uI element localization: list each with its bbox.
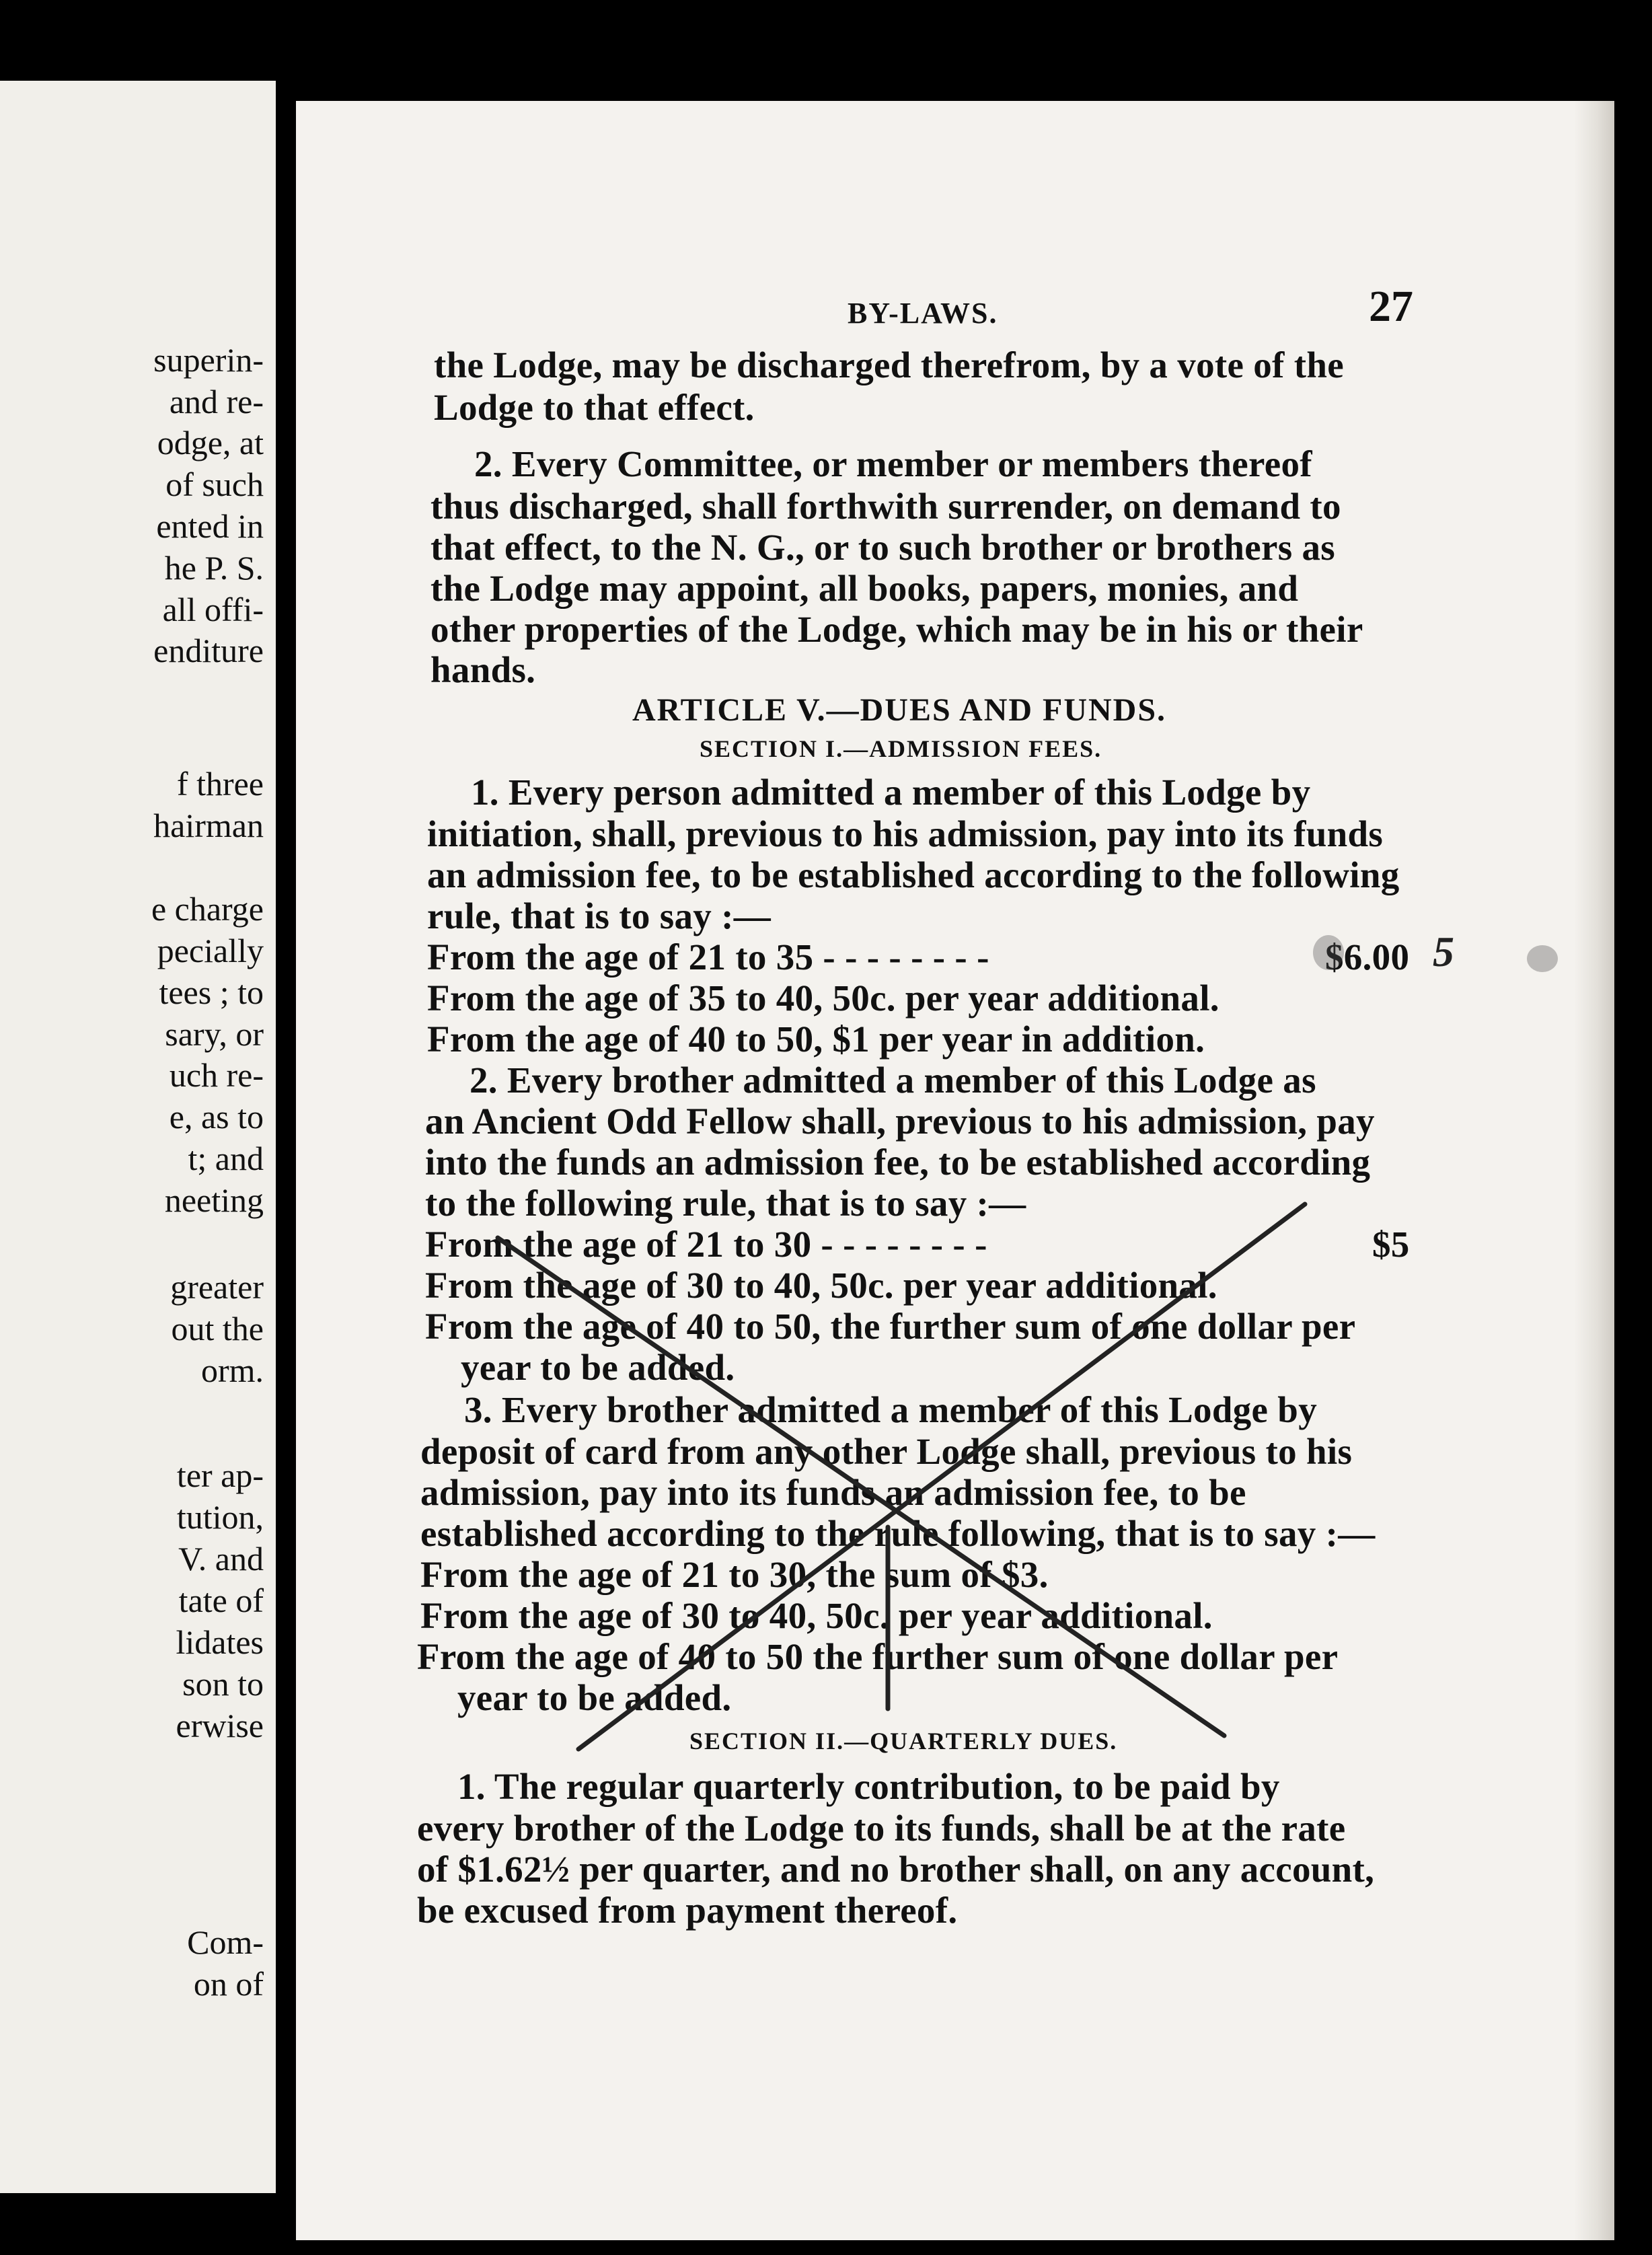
- left-fragment-line: all offi-: [162, 591, 264, 628]
- right-page: [296, 101, 1614, 2240]
- section-heading: SECTION II.—QUARTERLY DUES.: [689, 1728, 1118, 1754]
- left-fragment-line: erwise: [176, 1707, 264, 1744]
- left-fragment-line: he P. S.: [164, 549, 264, 587]
- running-head-title: BY-LAWS.: [848, 297, 998, 330]
- left-fragment-line: out the: [171, 1310, 264, 1347]
- body-line: established according to the rule following, that is to say :—: [420, 1513, 1376, 1554]
- body-line: be excused from payment thereof.: [417, 1890, 958, 1931]
- left-fragment-line: of such: [165, 466, 264, 503]
- left-fragment-line: lidates: [176, 1623, 264, 1661]
- body-line: 2. Every Committee, or member or members thereof: [474, 443, 1312, 484]
- body-line: From the age of 30 to 40, 50c. per year additional.: [420, 1595, 1213, 1636]
- body-line: initiation, shall, previous to his admission, pay into its funds: [427, 813, 1384, 854]
- body-line: an Ancient Odd Fellow shall, previous to his admission, pay: [425, 1101, 1375, 1142]
- body-line: admission, pay into its funds an admission fee, to be: [420, 1472, 1246, 1513]
- body-line: thus discharged, shall forthwith surrender, on demand to: [430, 486, 1341, 527]
- handwritten-margin-note: 5: [1433, 928, 1454, 975]
- body-line: From the age of 30 to 40, 50c. per year additional.: [425, 1265, 1217, 1306]
- left-fragment-line: enditure: [153, 632, 264, 669]
- left-fragment-line: V. and: [178, 1540, 264, 1578]
- left-fragment-line: f three: [176, 765, 264, 803]
- page-number: 27: [1369, 282, 1413, 331]
- fee-amount: $5: [1372, 1224, 1410, 1265]
- left-fragment-line: uch re-: [169, 1056, 264, 1094]
- body-line: From the age of 40 to 50 the further sum of one dollar per: [417, 1636, 1339, 1677]
- body-line: to the following rule, that is to say :—: [425, 1183, 1026, 1224]
- body-line: From the age of 21 to 35 - - - - - - - -: [427, 936, 989, 977]
- body-line: From the age of 40 to 50, $1 per year in addition.: [427, 1019, 1205, 1060]
- left-fragment-line: ter ap-: [176, 1456, 264, 1494]
- ink-smudge: [1527, 945, 1558, 972]
- section-heading: SECTION I.—ADMISSION FEES.: [700, 735, 1102, 762]
- left-fragment-line: tees ; to: [159, 973, 264, 1011]
- body-line: the Lodge may appoint, all books, papers, monies, and: [430, 568, 1299, 609]
- left-fragment-line: neeting: [164, 1181, 264, 1219]
- body-line: deposit of card from any other Lodge shall, previous to his: [420, 1431, 1353, 1472]
- body-line: into the funds an admission fee, to be established according: [425, 1142, 1371, 1183]
- body-line: an admission fee, to be established according to the following: [427, 854, 1400, 895]
- body-line: 3. Every brother admitted a member of this Lodge by: [464, 1389, 1317, 1430]
- body-line: Lodge to that effect.: [434, 387, 755, 428]
- body-line: From the age of 35 to 40, 50c. per year additional.: [427, 977, 1219, 1019]
- page-edge-shadow: [1574, 101, 1614, 2240]
- body-line: 2. Every brother admitted a member of this Lodge as: [470, 1060, 1316, 1101]
- body-line: From the age of 21 to 30 - - - - - - - -: [425, 1224, 987, 1265]
- body-line: of $1.62½ per quarter, and no brother shall, on any account,: [417, 1849, 1375, 1890]
- body-line: year to be added.: [461, 1347, 735, 1388]
- left-fragment-line: orm.: [200, 1352, 264, 1389]
- left-fragment-line: t; and: [188, 1140, 264, 1177]
- left-fragment-line: tate of: [178, 1582, 264, 1619]
- left-fragment-line: hairman: [153, 807, 264, 844]
- body-line: that effect, to the N. G., or to such brother or brothers as: [430, 527, 1335, 568]
- body-line: 1. The regular quarterly contribution, to be paid by: [457, 1766, 1280, 1807]
- body-line: the Lodge, may be discharged therefrom, by a vote of the: [434, 344, 1344, 385]
- left-fragment-line: odge, at: [157, 424, 264, 461]
- body-line: rule, that is to say :—: [427, 895, 772, 936]
- left-fragment-line: ented in: [156, 507, 264, 545]
- left-fragment-line: sary, or: [165, 1015, 264, 1053]
- left-fragment-line: and re-: [169, 383, 264, 420]
- left-fragment-line: son to: [182, 1665, 264, 1703]
- body-line: From the age of 40 to 50, the further sum of one dollar per: [425, 1306, 1356, 1347]
- left-fragment-line: pecially: [157, 932, 264, 969]
- left-fragment-line: e, as to: [169, 1098, 264, 1136]
- left-page-fragment: [0, 81, 276, 2193]
- left-fragment-line: Com-: [187, 1923, 264, 1961]
- article-heading: ARTICLE V.—DUES AND FUNDS.: [632, 692, 1167, 728]
- body-line: year to be added.: [457, 1677, 732, 1718]
- ink-smudge: [1313, 935, 1344, 970]
- left-fragment-line: tution,: [176, 1498, 264, 1536]
- left-fragment-line: on of: [193, 1965, 264, 2003]
- body-line: 1. Every person admitted a member of this Lodge by: [471, 772, 1311, 813]
- left-fragment-line: greater: [170, 1268, 264, 1306]
- body-line: other properties of the Lodge, which may be in his or their: [430, 609, 1363, 650]
- left-fragment-line: superin-: [153, 341, 264, 379]
- body-line: hands.: [430, 649, 536, 690]
- body-line: every brother of the Lodge to its funds, shall be at the rate: [417, 1808, 1346, 1849]
- fee-amount: $6.00: [1325, 936, 1410, 977]
- book-gutter: [276, 0, 296, 2255]
- left-fragment-line: e charge: [151, 890, 264, 928]
- body-line: From the age of 21 to 30, the sum of $3.: [420, 1554, 1049, 1595]
